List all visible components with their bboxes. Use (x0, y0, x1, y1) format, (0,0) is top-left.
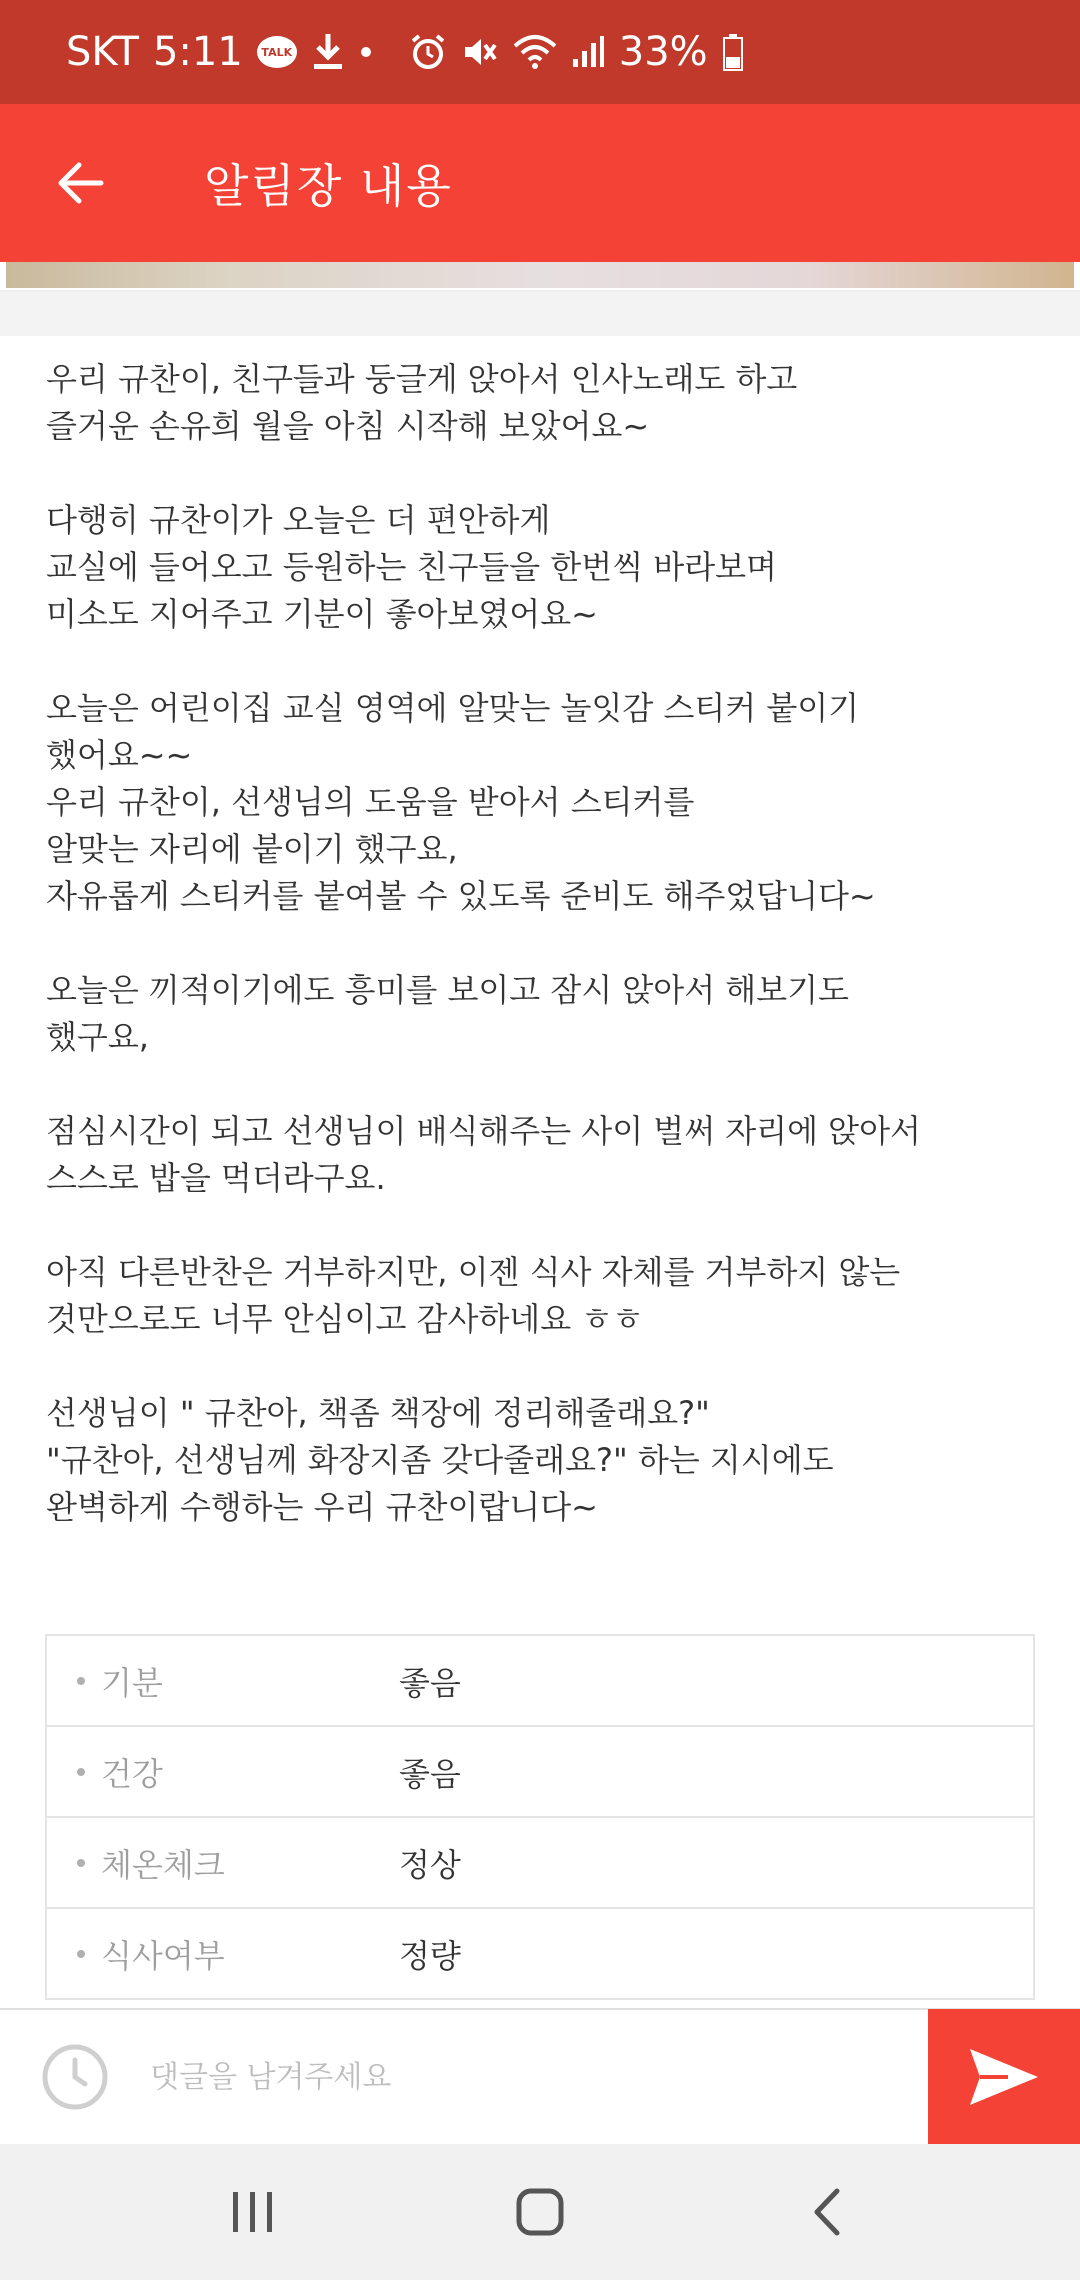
notice-photo[interactable] (6, 262, 1074, 288)
notice-line: 것만으로도 너무 안심이고 감사하네요 ㅎㅎ (46, 1300, 644, 1338)
status-row (47, 1636, 1033, 1727)
notice-line: 다행히 규찬이가 오늘은 더 편안하게 (46, 501, 551, 539)
notice-line: 미소도 지어주고 기분이 좋아보였어요~ (46, 595, 598, 633)
nav-back-button[interactable] (767, 2162, 887, 2262)
status-value: 정량 (399, 1936, 461, 1975)
notice-body (46, 356, 1036, 1578)
arrow-left-icon (55, 158, 105, 208)
notice-paragraph (46, 497, 1036, 638)
clock-button[interactable] (0, 2009, 150, 2145)
back-icon (807, 2187, 847, 2237)
notice-line: "규찬아, 선생님께 화장지좀 갖다줄래요?" 하는 지시에도 (46, 1441, 834, 1479)
bullet-icon (77, 1950, 85, 1958)
status-value: 좋음 (399, 1663, 461, 1702)
status-label-text: 기분 (101, 1663, 163, 1702)
notice-line: 알맞는 자리에 붙이기 했구요, (46, 830, 458, 868)
dot-icon (359, 45, 373, 59)
send-button[interactable] (928, 2009, 1080, 2145)
status-label (47, 1840, 397, 1886)
status-label-text: 체온체크 (101, 1845, 225, 1884)
bullet-icon (77, 1859, 85, 1867)
status-bar (0, 0, 1080, 104)
notice-paragraph (46, 1108, 1036, 1202)
comment-bar (0, 2008, 1080, 2144)
download-icon (311, 32, 345, 72)
carrier-label: SKT (66, 29, 139, 75)
notice-line: 오늘은 끼적이기에도 흥미를 보이고 잠시 앉아서 해보기도 (46, 971, 849, 1009)
notice-paragraph (46, 685, 1036, 920)
notice-line: 우리 규찬이, 친구들과 둥글게 앉아서 인사노래도 하고 (46, 360, 798, 398)
notice-paragraph (46, 1249, 1036, 1343)
status-label-text: 식사여부 (101, 1936, 225, 1975)
notice-line: 자유롭게 스티커를 붙여볼 수 있도록 준비도 해주었답니다~ (46, 877, 876, 915)
wifi-icon (513, 34, 557, 70)
notice-line: 점심시간이 되고 선생님이 배식해주는 사이 벌써 자리에 앉아서 (46, 1112, 921, 1150)
home-button[interactable] (480, 2162, 600, 2262)
recent-apps-icon (229, 2190, 277, 2234)
battery-icon (722, 33, 744, 71)
notice-line: 우리 규찬이, 선생님의 도움을 받아서 스티커를 (46, 783, 695, 821)
battery-percent: 33% (618, 29, 708, 75)
clock-time: 5:11 (152, 29, 243, 75)
notice-line: 교실에 들어오고 등원하는 친구들을 한번씩 바라보며 (46, 548, 777, 586)
notice-line: 했어요~~ (46, 736, 193, 774)
system-nav-bar (0, 2144, 1080, 2280)
recent-apps-button[interactable] (193, 2162, 313, 2262)
comment-input[interactable] (150, 2027, 928, 2127)
notice-line: 선생님이 " 규찬아, 책좀 책장에 정리해줄래요?" (46, 1394, 710, 1432)
status-row (47, 1909, 1033, 2000)
notice-line: 오늘은 어린이집 교실 영역에 알맞는 놀잇감 스티커 붙이기 (46, 689, 860, 727)
bullet-icon (77, 1677, 85, 1685)
bullet-icon (77, 1768, 85, 1776)
page-title: 알림장 내용 (204, 159, 453, 213)
status-value: 좋음 (399, 1754, 461, 1793)
status-row (47, 1818, 1033, 1909)
home-icon (515, 2187, 565, 2237)
clock-icon (40, 2042, 110, 2112)
status-value: 정상 (399, 1845, 461, 1884)
back-button[interactable] (0, 104, 160, 262)
signal-icon (571, 35, 605, 69)
notice-line: 했구요, (46, 1018, 149, 1056)
section-divider (0, 290, 1080, 336)
notice-paragraph (46, 1390, 1036, 1531)
status-label-text: 건강 (101, 1754, 163, 1793)
send-icon (968, 2047, 1040, 2107)
notice-line: 즐거운 손유희 월을 아침 시작해 보았어요~ (46, 407, 650, 445)
notice-line: 아직 다른반찬은 거부하지만, 이젠 식사 자체를 거부하지 않는 (46, 1253, 901, 1291)
status-label (47, 1749, 397, 1795)
alarm-icon (409, 33, 447, 71)
status-label (47, 1931, 397, 1977)
status-row (47, 1727, 1033, 1818)
status-bar-right (409, 29, 744, 75)
notice-line: 스스로 밥을 먹더라구요. (46, 1159, 386, 1197)
notice-line: 완벽하게 수행하는 우리 규찬이랍니다~ (46, 1488, 598, 1526)
mute-icon (461, 33, 499, 71)
notice-paragraph (46, 967, 1036, 1061)
status-bar-left (66, 29, 373, 75)
notice-paragraph (46, 356, 1036, 450)
kakaotalk-icon: TALK (257, 36, 297, 68)
app-bar (0, 104, 1080, 262)
status-label (47, 1658, 397, 1704)
daily-status-table (45, 1634, 1035, 2000)
